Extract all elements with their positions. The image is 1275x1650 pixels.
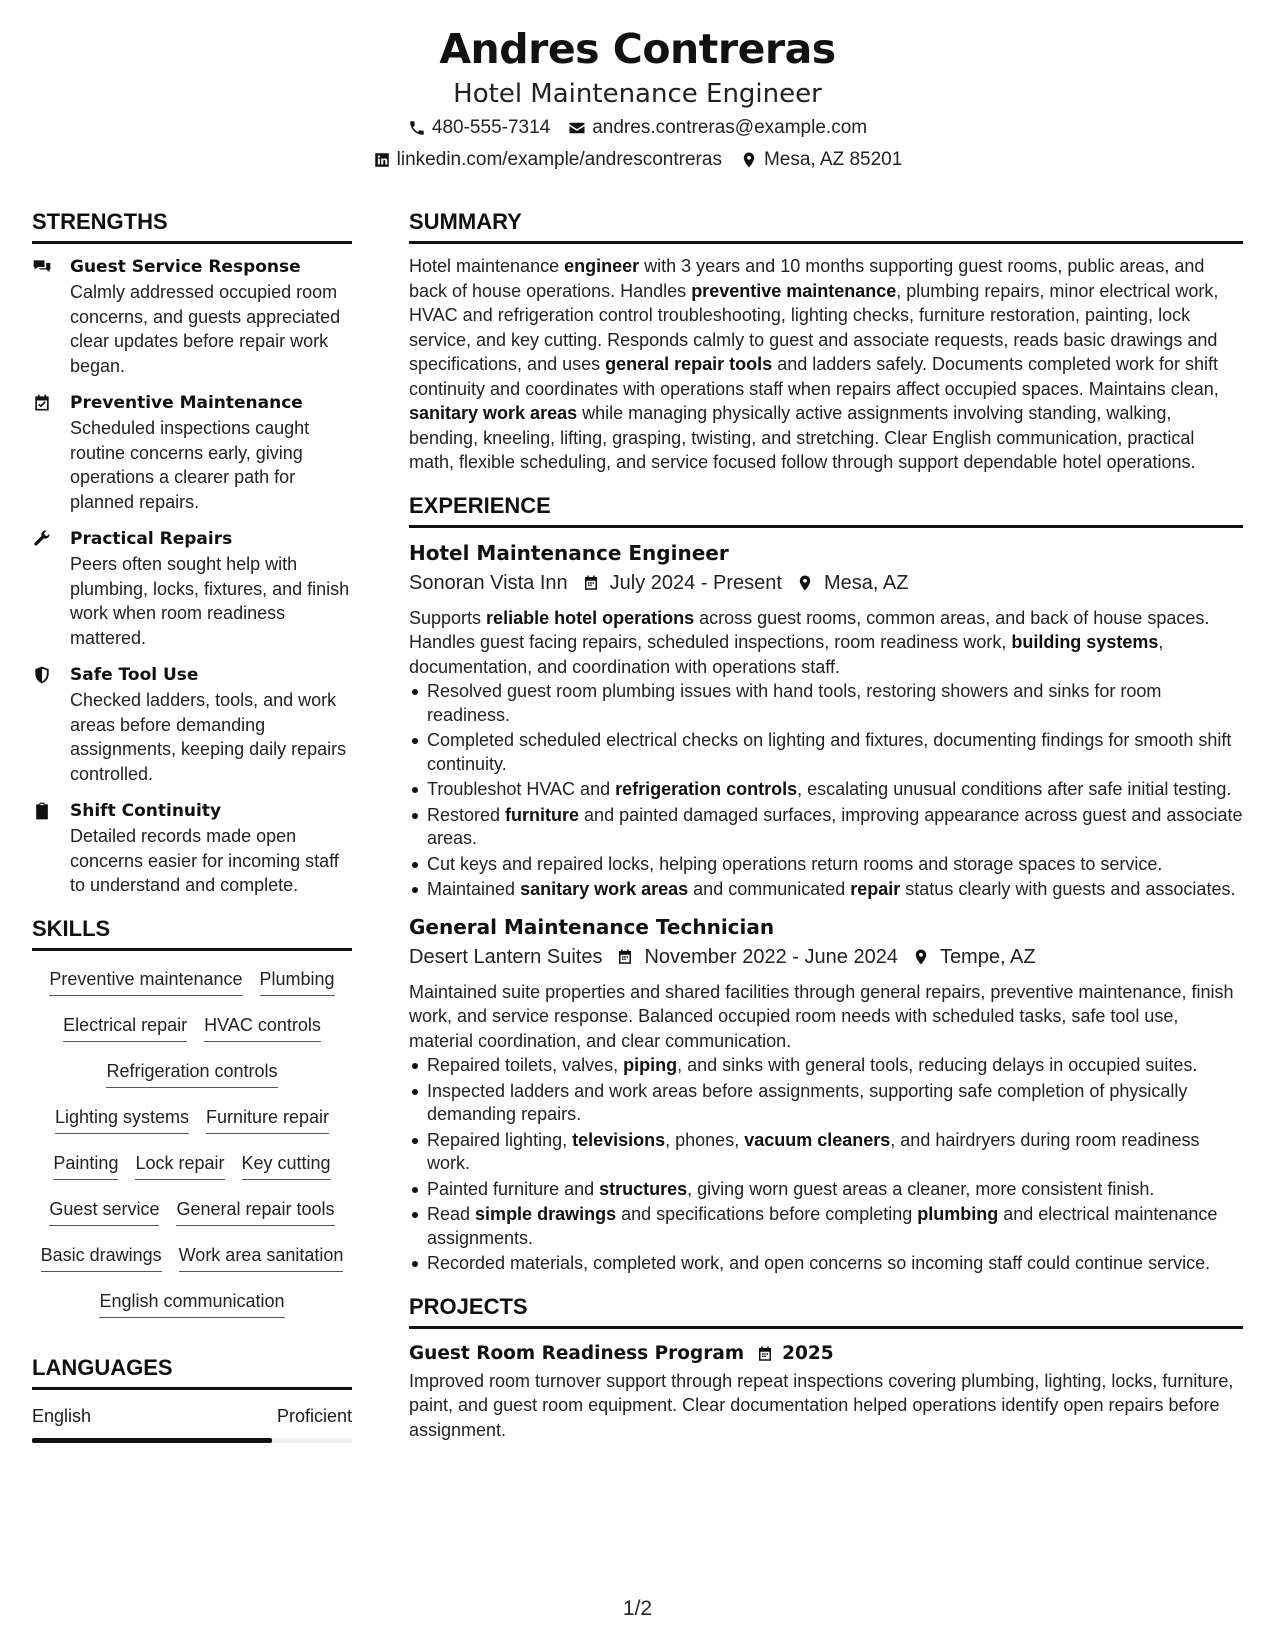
linkedin-icon bbox=[373, 151, 391, 169]
job-title: General Maintenance Technician bbox=[409, 914, 775, 939]
language-name: English bbox=[32, 1405, 92, 1426]
shield-icon bbox=[32, 665, 52, 685]
contact-location bbox=[740, 144, 902, 176]
languages-heading: LANGUAGES bbox=[32, 1351, 352, 1390]
skill-tag: Guest service bbox=[49, 1191, 159, 1226]
skill-tag: Key cutting bbox=[242, 1145, 331, 1180]
wrench-icon bbox=[32, 529, 52, 549]
map-pin-icon bbox=[740, 151, 758, 169]
page-number: 1/2 bbox=[622, 1597, 653, 1620]
job-bullet: Recorded materials, completed work, and open concerns so incoming staff could continue service. bbox=[409, 1252, 1243, 1276]
job-bullets bbox=[409, 680, 1243, 902]
job-meta bbox=[409, 568, 1243, 598]
envelope-icon bbox=[568, 119, 586, 137]
job-bullet: Inspected ladders and work areas before assignments, supporting safe completion of physically demanding repairs. bbox=[409, 1080, 1243, 1127]
strength-item bbox=[32, 662, 352, 786]
strength-item bbox=[32, 526, 352, 650]
skill-tag: Lighting systems bbox=[55, 1099, 189, 1134]
project-title: Guest Room Readiness Program bbox=[409, 1342, 745, 1364]
strength-title: Shift Continuity bbox=[70, 801, 222, 821]
clipboard-icon bbox=[32, 801, 52, 821]
comments-icon bbox=[32, 257, 52, 277]
job-bullet: Resolved guest room plumbing issues with hand tools, restoring showers and sinks for room readiness. bbox=[409, 680, 1243, 727]
calendar-check-icon bbox=[32, 393, 52, 413]
strength-desc: Checked ladders, tools, and work areas before demanding assignments, keeping daily repairs controlled. bbox=[70, 690, 347, 784]
strength-title: Practical Repairs bbox=[70, 529, 233, 549]
job-title: Hotel Maintenance Engineer bbox=[409, 540, 729, 565]
skill-tag: Refrigeration controls bbox=[106, 1053, 277, 1088]
contact-line-1 bbox=[0, 112, 1275, 144]
job-location: Mesa, AZ bbox=[823, 571, 909, 594]
job-bullet: Cut keys and repaired locks, helping operations return rooms and storage spaces to service. bbox=[409, 853, 1243, 877]
job-description: Supports reliable hotel operations across guest rooms, common areas, and back of house spaces. Handles guest facing repairs, scheduled inspections, room readiness work, building systems, documentation, and coordination with operations staff. bbox=[409, 607, 1210, 677]
skill-tag: Painting bbox=[53, 1145, 118, 1180]
skill-tag: English communication bbox=[99, 1283, 284, 1318]
job-bullet: Read simple drawings and specifications before completing plumbing and electrical maintenance assignments. bbox=[409, 1203, 1243, 1250]
job-bullets bbox=[409, 1054, 1243, 1276]
job-company: Sonoran Vista Inn bbox=[409, 571, 568, 594]
resume-header bbox=[0, 22, 1275, 176]
project-description: Improved room turnover support through repeat inspections covering plumbing, lighting, locks, furniture, paint, and guest room equipment. Clear documentation helped operations identify open repairs before assignment. bbox=[409, 1370, 1234, 1440]
strength-desc: Scheduled inspections caught routine concerns early, giving operations a clearer path for planned repairs. bbox=[70, 418, 310, 512]
skill-tag: Plumbing bbox=[260, 961, 335, 996]
skill-tag: Furniture repair bbox=[206, 1099, 329, 1134]
calendar-icon bbox=[582, 574, 600, 592]
right-column bbox=[409, 205, 1243, 1442]
calendar-icon bbox=[756, 1345, 774, 1363]
job-bullet: Troubleshot HVAC and refrigeration controls, escalating unusual conditions after safe initial testing. bbox=[409, 778, 1243, 802]
job-entry bbox=[409, 538, 1243, 902]
contact-line-2 bbox=[0, 144, 1275, 176]
job-bullet: Repaired toilets, valves, piping, and sinks with general tools, reducing delays in occupied suites. bbox=[409, 1054, 1243, 1078]
job-dates: July 2024 - Present bbox=[609, 571, 782, 594]
summary-text: Hotel maintenance engineer with 3 years and 10 months supporting guest rooms, public areas, and back of house operations. Handles preventive maintenance, plumbing repairs, minor electrical work, HVAC and refrigeration control troubleshooting, lighting checks, furniture restoration, painting, lock service, and key cutting. Responds calmly to guest and associate requests, reads basic drawings and specifications, and uses general repair tools and ladders safely. Documents completed work for shift continuity and coordinates with operations staff when repairs affect occupied spaces. Maintains clean, sanitary work areas while managing physically active assignments involving standing, walking, bending, kneeling, lifting, grasping, twisting, and stretching. Clear English communication, practical math, flexible scheduling, and service focused follow through support dependable hotel operations. bbox=[409, 256, 1219, 472]
job-company: Desert Lantern Suites bbox=[409, 945, 603, 968]
strength-item bbox=[32, 390, 352, 514]
projects-heading: PROJECTS bbox=[409, 1290, 1243, 1329]
skill-tag: Preventive maintenance bbox=[49, 961, 242, 996]
skill-tag: Lock repair bbox=[135, 1145, 224, 1180]
language-row bbox=[32, 1402, 352, 1430]
contact-phone[interactable] bbox=[408, 112, 550, 144]
skill-tag: Electrical repair bbox=[63, 1007, 187, 1042]
project-title-row bbox=[409, 1339, 1243, 1369]
candidate-name: Andres Contreras bbox=[439, 25, 836, 73]
project-entry bbox=[409, 1339, 1243, 1443]
phone-text: 480-555-7314 bbox=[431, 117, 551, 138]
job-bullet: Maintained sanitary work areas and communicated repair status clearly with guests and associates. bbox=[409, 878, 1243, 902]
strength-desc: Detailed records made open concerns easier for incoming staff to understand and complete. bbox=[70, 826, 339, 895]
strength-desc: Peers often sought help with plumbing, locks, fixtures, and finish work when room readiness mattered. bbox=[70, 554, 350, 648]
job-bullet: Completed scheduled electrical checks on lighting and fixtures, documenting findings for smooth shift continuity. bbox=[409, 729, 1243, 776]
contact-email[interactable] bbox=[568, 112, 867, 144]
skill-tag: General repair tools bbox=[176, 1191, 334, 1226]
job-description: Maintained suite properties and shared facilities through general repairs, preventive maintenance, finish work, and service response. Balanced occupied room needs with scheduled tasks, safe tool use, material coordination, and clear communication. bbox=[409, 981, 1234, 1051]
phone-icon bbox=[408, 119, 426, 137]
strength-title: Guest Service Response bbox=[70, 257, 301, 277]
language-proficiency-bar bbox=[32, 1438, 352, 1443]
job-meta bbox=[409, 942, 1243, 972]
left-column bbox=[32, 205, 352, 1443]
job-bullet: Painted furniture and structures, giving worn guest areas a cleaner, more consistent finish. bbox=[409, 1178, 1243, 1202]
skill-tag: Work area sanitation bbox=[179, 1237, 344, 1272]
location-text: Mesa, AZ 85201 bbox=[763, 149, 903, 170]
experience-heading: EXPERIENCE bbox=[409, 489, 1243, 528]
summary-heading: SUMMARY bbox=[409, 205, 1243, 244]
map-pin-icon bbox=[796, 574, 814, 592]
skills-list bbox=[32, 961, 352, 1329]
strength-desc: Calmly addressed occupied room concerns, and guests appreciated clear updates before repair work began. bbox=[70, 282, 341, 376]
strength-item bbox=[32, 798, 352, 898]
job-bullet: Restored furniture and painted damaged surfaces, improving appearance across guest and associate areas. bbox=[409, 804, 1243, 851]
skill-tag: HVAC controls bbox=[204, 1007, 321, 1042]
language-proficiency-fill bbox=[32, 1438, 272, 1443]
job-location: Tempe, AZ bbox=[939, 945, 1036, 968]
candidate-title: Hotel Maintenance Engineer bbox=[453, 79, 822, 109]
contact-linkedin[interactable] bbox=[373, 144, 722, 176]
skill-tag: Basic drawings bbox=[41, 1237, 162, 1272]
job-bullet: Repaired lighting, televisions, phones, vacuum cleaners, and hairdryers during room readiness work. bbox=[409, 1129, 1243, 1176]
skills-heading: SKILLS bbox=[32, 912, 352, 951]
language-level: Proficient bbox=[276, 1405, 352, 1426]
email-text: andres.contreras@example.com bbox=[592, 117, 868, 138]
job-dates: November 2022 - June 2024 bbox=[644, 945, 898, 968]
job-entry bbox=[409, 912, 1243, 1276]
strengths-heading: STRENGTHS bbox=[32, 205, 352, 244]
strength-title: Preventive Maintenance bbox=[70, 393, 303, 413]
calendar-icon bbox=[616, 948, 634, 966]
map-pin-icon bbox=[912, 948, 930, 966]
strength-title: Safe Tool Use bbox=[70, 665, 199, 685]
linkedin-text: linkedin.com/example/andrescontreras bbox=[396, 149, 722, 170]
project-date: 2025 bbox=[782, 1342, 834, 1364]
strength-item bbox=[32, 254, 352, 378]
